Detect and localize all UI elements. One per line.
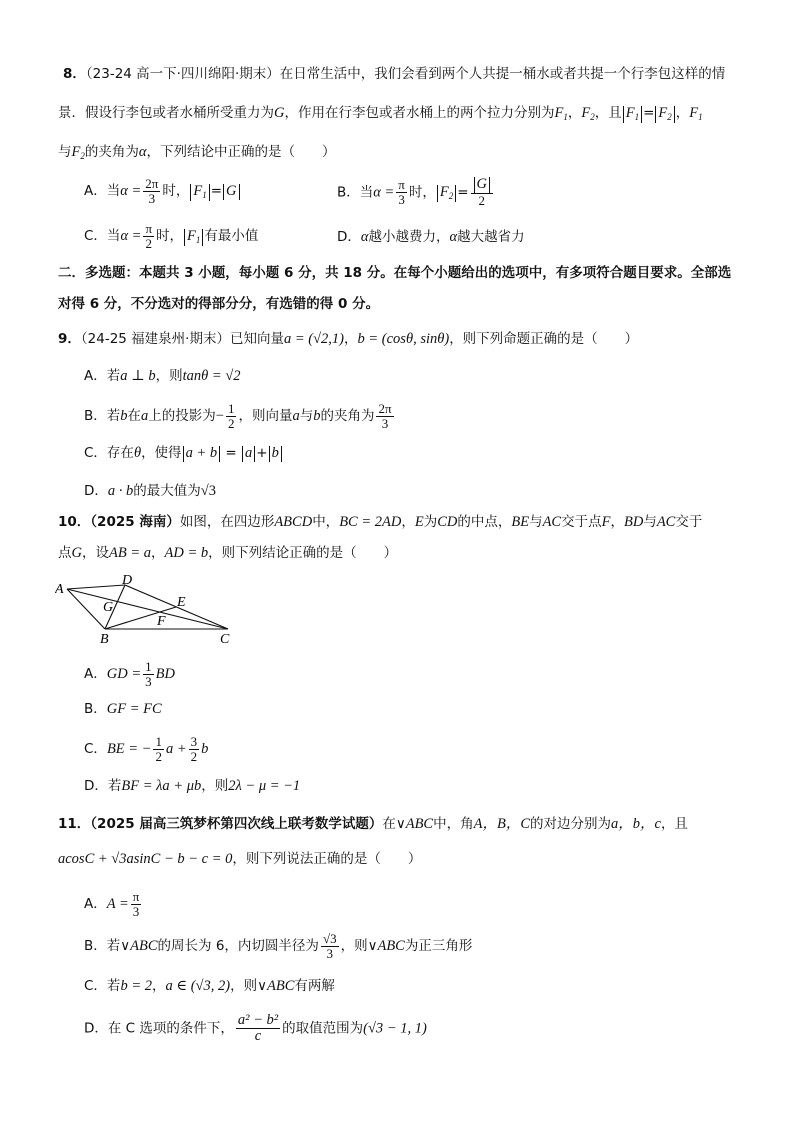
q8-line3	[58, 143, 335, 162]
q10-line1: 10．（2025 海南）如图，在四边形ABCD中，BC = 2AD，E为CD的中点，BE与AC交于点F，BD与AC交于	[58, 514, 703, 530]
f1-symbol-2: $F_1$	[689, 105, 703, 122]
label-g: G	[103, 600, 114, 615]
section2-line2: 对得 6 分，不分选对的得部分分，有选错的得 0 分。	[58, 296, 380, 312]
q9-option-b: B．若b在a上的投影为− $\frac{1}{2}$ ，则向量a与b的夹角为 $\frac{2\pi}{3}$	[84, 401, 392, 431]
q8-line1	[63, 66, 725, 83]
q8-stem-2a: 景．假设行李包或者水桶所受重力为	[58, 105, 274, 121]
label-d: D	[122, 575, 133, 588]
label-e: E	[177, 595, 186, 610]
q8-option-a: A．当α = $\frac{2\pi}{3}$ 时， $F_1 = G$	[84, 177, 241, 205]
q11-line2: acosC + √3asinC − b − c = 0，则下列说法正确的是（ ）	[58, 851, 422, 867]
edge-ad	[67, 585, 125, 589]
q11-option-a: A．A = $\frac{\pi}{3}$	[84, 889, 140, 919]
label-c: C	[220, 632, 230, 645]
label-a: A	[55, 582, 64, 597]
q8-stem-3a: 与	[58, 144, 72, 160]
q8-stem-3c: ，下列结论中正确的是（ ）	[146, 144, 336, 160]
f2-symbol: $F_2$	[581, 105, 595, 122]
quadrilateral-figure	[55, 575, 255, 645]
f1-symbol: $F_1$	[554, 105, 568, 122]
q11-option-d: D．在 C 选项的条件下， $\frac{\text{a² − b²}}{c}$ 的取值范围为(√3 − 1, 1)	[84, 1012, 427, 1045]
f2-abs: $F_2$	[655, 106, 674, 123]
q8-stem-3b: 的夹角为	[84, 144, 139, 160]
q8-option-c: C．当α = $\frac{\pi}{2}$ 时， $F_1$ 有最小值	[84, 221, 259, 251]
q10-line2: 点G，设AB = a，AD = b，则下列结论正确的是（ ）	[58, 545, 398, 561]
vector-b-def: b = (cosθ, sinθ)	[357, 331, 450, 347]
q9-option-a: A．若a ⊥ b，则tanθ = √2	[84, 368, 241, 384]
q9-option-d: D．a · b的最大值为√3	[84, 483, 216, 499]
q10-option-d: D．若BF = λa + μb，则2λ − μ = −1	[84, 778, 301, 794]
q8-line2: 景．假设行李包或者水桶所受重力为G，作用在行李包或者水桶上的两个拉力分别为$F_1$，$F_2$，且 $F_1 = F_2$ ，$F_1$	[58, 105, 703, 122]
f2-symbol-2: $F_2$	[71, 144, 85, 161]
q8-stem-2b: ，作用在行李包或者水桶上的两个拉力分别为	[284, 105, 555, 121]
q11-option-b: B．若∨ABC的周长为 6，内切圆半径为 $\frac{√3}{3}$ ，则∨ABC为正三角形	[84, 931, 473, 961]
q8-stem-2c: ，且	[594, 105, 622, 121]
section2-line1: 二．多选题：本题共 3 小题，每小题 6 分，共 18 分。在每个小题给出的选项中，有多项符合题目要求。全部选	[58, 265, 732, 281]
vector-a-def: a = (√2,1)	[283, 331, 344, 347]
label-f: F	[157, 614, 166, 629]
q9-option-c: C．存在θ，使得 a + b = a + b	[84, 444, 283, 462]
edge-ba	[67, 589, 105, 629]
q10-option-b: B．GF = FC	[84, 701, 162, 717]
q8-option-d: D．α越小越费力，α越大越省力	[337, 229, 525, 245]
label-b: B	[100, 632, 109, 645]
q8-number: 8．	[63, 66, 86, 82]
q11-line1: 11．（2025 届高三筑梦杯第四次线上联考数学试题）在∨ABC中，角A，B，C的对边分别为a，b，c，且	[58, 816, 688, 832]
q8-option-b: B．当α = $\frac{\pi}{3}$ 时， $F_2$ = $\frac{G}{2}$	[337, 177, 495, 208]
q8-source: （23-24 高一下·四川绵阳·期末）	[85, 66, 280, 82]
q10-option-a: A．GD = $\frac{1}{3}$ BD	[84, 659, 175, 689]
alpha-symbol: α	[138, 144, 147, 160]
q9-stem: 9．（24-25 福建泉州·期末）已知向量a = (√2,1)，b = (cosθ, sinθ)，则下列命题正确的是（ ）	[58, 331, 639, 347]
q11-option-c: C．若b = 2，a ∈ (√3, 2)，则∨ABC有两解	[84, 978, 335, 994]
f1-abs: $F_1$	[623, 106, 642, 123]
q10-option-c: C．BE = − $\frac{1}{2}$ a + $\frac{3}{2}$ b	[84, 734, 209, 764]
q8-stem-1: 在日常生活中，我们会看到两个人共提一桶水或者共提一个行李包这样的情	[279, 66, 726, 82]
gravity-symbol: G	[274, 105, 285, 121]
